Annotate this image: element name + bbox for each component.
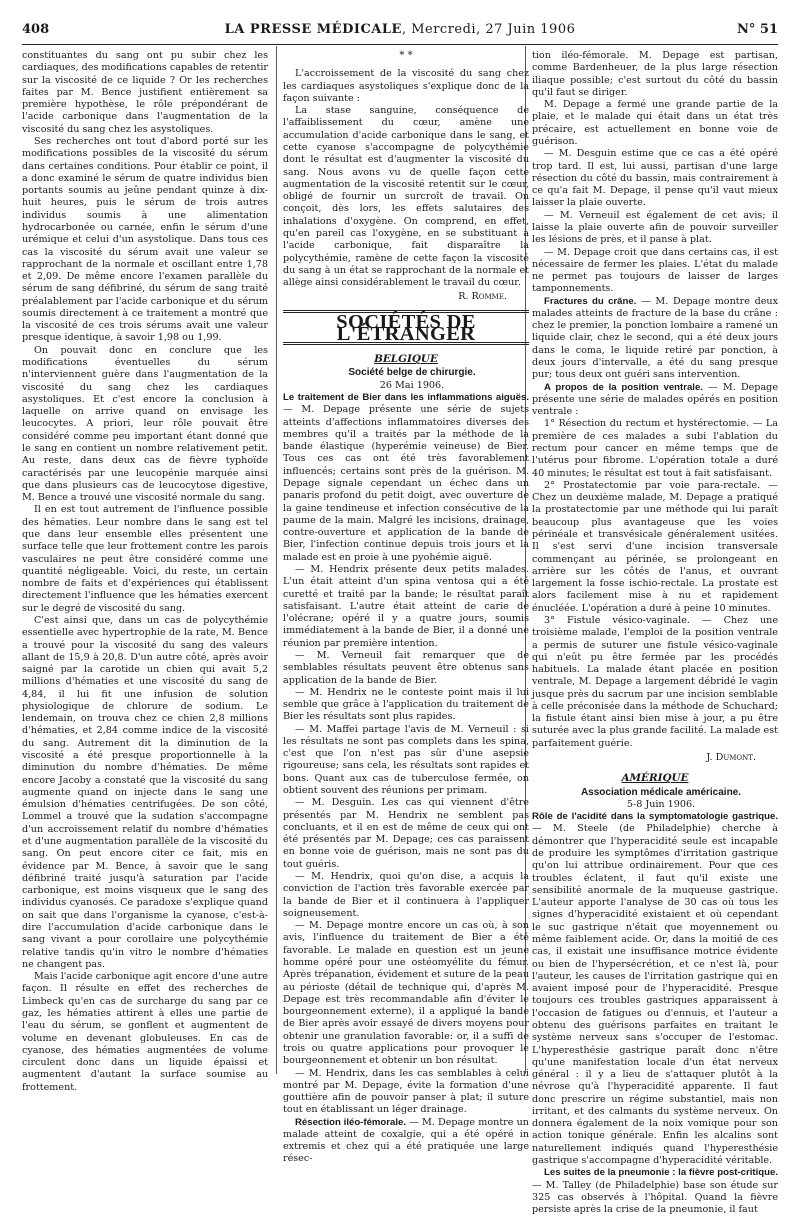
paragraph: Il en est tout autrement de l'influence possible des hématies. Leur nombre dans le sang est tel que dans leur ensemble elles présentent une surface telle que leur frottement contre les parois vasculaires ne peut être considéré comme une quantité négligeable. Voici, du reste, un certain nombre de faits et d'expériences qui établissent directement l'influence que les hématies exercent sur le degré de viscosité du sang. [22,504,268,614]
paragraph: — M. Hendrix, quoi qu'on dise, a acquis la conviction de l'action très favorable exercée par la bande de Bier et il continuera à l'appliquer soigneusement. [283,871,529,919]
paragraph: 2° Prostatectomie par voie para-rectale. — Chez un deuxième malade, M. Depage a pratiqué la prostatectomie par une méthode qui lui paraît beaucoup plus avantageuse que les voies périnéale et transvésicale généralement usitées. Il s'est servi d'une incision transversale commençant au périnée, se prolongeant en arrière sur les côtés de l'anus, et ouvrant largement la fosse ischio-rectale. La prostate est alors facilement mise à nu et rapidement énucléée. L'opération a duré à peine 10 minutes. [532,479,778,614]
author-signature: J. Dumont. [706,752,756,764]
paragraph: C'est ainsi que, dans un cas de polycythémie essentielle avec hypertrophie de la rate, M. Bence a trouvé pour la viscosité du sang des valeurs allant de 15,9 à 20,8. D'un autre côté, après avoir saigné par la carotide un chien qui avait 5,2 millions d'hématies et une viscosité du sang de 4,84, il lui fit une infusion de solution physiologique de chlorure de sodium. Le lendemain, on trouva chez ce chien 2,8 millions d'hématies, et 2,84 comme indice de la viscosité du sang. Autrement dit la diminution de la viscosité a été presque proportionnelle à la diminution du nombre d'hématies. De même encore Jacoby a constaté que la viscosité du sang augmente quand on injecte dans le sang une émulsion d'hématies centrifugées. De son côté, Lommel a trouvé que la sudation s'accompagne d'un accroissement relatif du nombre d'hématies et d'une augmentation parallèle de la viscosité du sang. On peut encore citer ce fait, mis en évidence par M. Bence, à savoir que le sang défibriné traité jusqu'à saturation par l'acide carbonique, est moins visqueux que le sang des individus cyanosés. Ce paradoxe s'explique quand on sait que dans l'organisme la cyanose, c'est-à-dire l'accumulation d'acide carbonique dans le sang vivant a pour corollaire une polycythémie relative tandis qu'in vitro le nombre d'hématies ne changent pas. [22,614,268,970]
country-heading: AMÉRIQUE [621,772,689,785]
paragraph: — M. Hendrix ne le conteste point mais il lui semble que grâce à l'application du traitement de Bier les résultats sont plus rapides. [283,686,529,723]
item-text: — M. Depage montre deux malades atteints de fracture de la base du crâne : chez le premier, la ponction lombaire a ramené un liquide clair, chez le second, qui a été deux jours dans le coma, le liquide retiré par ponction, à deux jours d'intervalle, a été du sang presque pur; tous deux ont guéri sans intervention. [532,295,778,381]
paragraph: On pouvait donc en conclure que les modifications éventuelles du sérum n'interviennent guère dans l'augmentation de la viscosité du sang chez les cardiaques asystoliques. Et c'est encore la conclusion à laquelle on arrive quand on envisage les leucocytes. A priori, leur rôle pouvait être considéré comme peu important étant donné que le sang en contient un nombre relativement petit. Au reste, dans deux cas de fièvre typhoïde caractérisés par une leucopénie marquée ainsi que dans plusieurs cas de leucocytose digestive, M. Bence a trouvé une viscosité normale du sang. [22,344,268,504]
item-text: — M. Steele (de Philadelphie) cherche à démontrer que l'hyperacidité seule est incapable de produire les symptômes d'irritation gastrique qu'on lui attribue ordinairement. Pour que ces troubles éclatent, il faut qu'il existe une sensibilité anormale de la muqueuse gastrique. L'auteur apporte l'analyse de 30 cas où tous les signes d'hyperacidité existaient et où cependant le suc gastrique n'était que moyennement ou même faiblement acide. Or, dans la moitié de ces cas, il existait une insuffisance motrice évidente ou bien de l'hypersécrétion, et ce n'est là, pour l'auteur, les causes de l'irritation gastrique qui en avaient imposé pour de l'hyperacidité. Presque toujours ces troubles gastriques apparaissent à l'occasion de fatigues ou d'ennuis, et l'auteur a obtenu des guérisons parfaites en traitant le système nerveux sans s'occuper de l'estomac. L'hyperesthésie gastrique paraît donc n'être qu'une manifestation locale d'un état nerveux général : il y a lieu de s'attaquer plutôt à la névrose qu'à l'hyperacidité apparente. Il faut donc prescrire un régime substantiel, mais non irritant, et des calmants du système nerveux. On donnera également de la noix vomique pour son action tonique générale. Enfin les alcalins sont naturellement indiqués quand l'hyperesthésie gastrique s'accompagne d'hyperacidité véritable. [532,823,778,1167]
paragraph: — M. Depage croit que dans certains cas, il est nécessaire de fermer les plaies. L'état du malade ne permet pas toujours de laisser de larges tamponnements. [532,246,778,295]
column-3 [532,50,778,1216]
society-name: Association médicale américaine. [580,786,742,798]
paragraph: Mais l'acide carbonique agit encore d'une autre façon. Il résulte en effet des recherches de Limbeck qu'en cas de surcharge du sang par ce gaz, les hématies attirent à elles une partie de l'eau du sérum, se gonflent et augmentent de volume en devenant globuleuses. En cas de cyanose, des hématies augmentées de volume circulent donc dans un liquide épaissi et augmentent d'autant la surface soumise au frottement. [22,971,268,1093]
paragraph [283,392,529,564]
paragraph: — M. Desguin estime que ce cas a été opéré trop tard. Il est, lui aussi, partisan d'une large résection du côté du bassin, mais contrairement à ce qu'a fait M. Depage, il pense qu'il vaut mieux laisser la plaie ouverte. [532,148,778,209]
paragraph [532,811,778,1167]
paragraph: constituantes du sang ont pu subir chez les cardiaques, des modifications capables de retentir sur la viscosité de ce liquide ? Or les recherches faites par M. Bence justifient entièrement sa première hypothèse, le rôle prépondérant de l'acide carbonique dans l'augmentation de la viscosité du sang chez les asystoliques. [22,50,269,135]
journal-name: LA PRESSE MÉDICALE [224,22,402,37]
paragraph: 1° Résection du rectum et hystérectomie. — La première de ces malades a subi l'ablation du rectum pour cancer en même temps que de l'utérus pour fibrome. L'opération totale a duré 40 minutes; le résultat est tout à fait satisfaisant. [532,418,778,479]
item-text: — M. Talley (de Philadelphie) base son étude sur 325 cas observés à l'hôpital. Quand la fièvre persiste après la crise de la pneumonie, il faut [532,1179,778,1216]
issue-date: , Mercredi, 27 Juin 1906 [401,22,576,37]
paragraph: M. Depage a fermé une grande partie de la plaie, et le malade qui était dans un état très précaire, est actuellement en bonne voie de guérison. [532,99,778,147]
item-heading: Le traitement de Bier dans les inflammations aiguës. [283,392,529,404]
item-text: — M. Depage présente une série de malades opérés en position ventrale : [532,381,778,418]
section-title: SOCIÉTÉS DE L'ÉTRANGER [283,310,529,346]
item-heading: Les suites de la pneumonie : la fièvre post-critique. [544,1167,778,1179]
page-number: 408 [22,22,50,37]
paragraph: — M. Depage montre encore un cas où, à son avis, l'influence du traitement de Bier a été favorable. Le malade en question est un jeune homme opéré pour une ostéomyélite du fémur. Après trépanation, évidement et suture de la peau au périoste (détail de technique qui, d'après M. Depage est très recommandable afin d'éviter le bourgeonnement externe), il a appliqué la bande de Bier après avoir essayé de divers moyens pour obtenir une granulation favorable: or, il a suffi de trois ou quatre applications pour provoquer le bourgeonnement et obtenir un bon résultat. [283,920,529,1067]
paragraph: L'accroissement de la viscosité du sang chez les cardiaques asystoliques s'explique donc de la façon suivante : [283,68,529,104]
journal-title [22,22,778,37]
section-separator: * * [399,50,413,61]
column-2 [283,50,529,1165]
paragraph: Ses recherches ont tout d'abord porté sur les modifications possibles de la viscosité du sérum dans certaines conditions. Pour établir ce point, il a donc examiné le sérum de quatre individus bien portants soumis au jeûne pendant quinze à dix-huit heures, puis le sérum de trois autres individus soumis à une alimentation hydrocarbonée ou carnée, enfin le sérum d'une urémique et celui d'un asystolique. Dans tous ces cas la viscosité du sérum avait une valeur se rapprochant de la normale et oscillant entre 1,78 et 2,09. De même encore l'examen parallèle du sérum de sang défibriné, du sérum de sang traité préalablement par l'acide carbonique et du sérum soumis directement à ce traitement a montré que la viscosité de ces trois sérums avait une valeur presque identique, à savoir 1,98 ou 1,99. [22,135,268,344]
paragraph: — M. Maffei partage l'avis de M. Verneuil : si les résultats ne sont pas complets dans les spina, c'est que l'on n'est pas sûr d'une asepsie rigoureuse; sans cela, les résultats sont rapides et bons. Quant aux cas de tuberculose fermée, on obtient souvent des réunions per primam. [283,723,529,797]
item-heading: Fractures du crâne. [544,295,637,307]
paragraph: — M. Desguin. Les cas qui viennent d'être présentés par M. Hendrix ne semblent pas concluants, et il en est de même de ceux qui ont été présentés par M. Depage; ces cas paraissent en bonne voie de guérison, mais ne sont pas du tout guéris. [283,797,529,870]
paragraph [532,382,778,419]
society-name: Société belge de chirurgie. [348,367,476,379]
meeting-date: 5-8 Juin 1906. [626,798,696,810]
paragraph: — M. Hendrix présente deux petits malades. L'un était atteint d'un spina ventosa qui a été curetté et traité par la bande; le résultat paraît satisfaisant. L'autre était atteint de carie de l'olécrane; opéré il y a quatre jours, soumis immédiatement à la bande de Bier, il a donné une réunion par première intention. [283,563,529,649]
paragraph: 3° Fistule vésico-vaginale. — Chez une troisième malade, l'emploi de la position ventrale a permis de suturer une fistule vésico-vaginale qui n'eût pu être fermée par les procédés habituels. La malade étant placée en position ventrale, M. Depage a largement débridé le vagin jusque près du sacrum par une incision semblable à celle préconisée dans la méthode de Schuchard; la fistule étant ainsi bien mise à jour, a pu être suturée avec la plus grande facilité. La malade est parfaitement guérie. [532,614,778,749]
paragraph [532,296,778,382]
author-signature: R. Romme. [458,291,507,303]
column-divider [276,46,277,1074]
paragraph [532,1167,778,1216]
column-1 [22,50,269,1093]
paragraph: — M. Verneuil est également de cet avis; il laisse la plaie ouverte afin de pouvoir surveiller les lésions de près, et il panse à plat. [532,209,778,246]
item-text: — M. Depage présente une série de sujets atteints d'affections inflammatoires diverses des membres qu'il a traités par la méthode de la bande élastique (hyperémie veineuse) de Bier. Tous ces cas ont été très favorablement influencés; certains sont près de la guérison. M. Depage signale cependant un échec dans un panaris profond du petit doigt, avec ouverture de la gaine tendineuse et infection consécutive de la paume de la main. Malgré les incisions, drainage, contre-ouverture et application de la bande de Bier, l'infection continue depuis trois jours et la malade est en proie à une pyohémie aiguë. [283,404,529,563]
paragraph: — M. Hendrix, dans les cas semblables à celui montré par M. Depage, évite la formation d'une gouttière afin de pouvoir panser à plat; il suture tout en établissant un léger drainage. [283,1067,529,1116]
page-header [22,22,778,46]
paragraph [283,1117,529,1166]
paragraph: tion iléo-fémorale. M. Depage est partisan, comme Bardenheuer, de la plus large résection iliaque possible; c'est surtout du côté du bassin qu'il faut se diriger. [532,50,778,98]
country-heading: BELGIQUE [374,353,438,366]
item-heading: Rôle de l'acidité dans la symptomatologie gastrique. [532,811,778,823]
paragraph: — M. Verneuil fait remarquer que de semblables résultats peuvent être obtenus sans application de la bande de Bier. [283,649,529,686]
item-text: — M. Depage montre un malade atteint de coxalgie, qui a été opéré in extremis et chez qui a été pratiquée une large résec- [283,1116,529,1165]
meeting-date: 26 Mai 1906. [379,379,445,391]
item-heading: Résection iléo-fémorale. [295,1116,407,1128]
item-heading: A propos de la position ventrale. [544,381,703,393]
header-rule [22,44,778,45]
issue-number: N° 51 [737,22,778,37]
paragraph: La stase sanguine, conséquence de l'affaiblissement du cœur, amène une accumulation d'acide carbonique dans le sang, et cette cyanose s'accompagne de polycythémie dont le résultat est d'augmenter la viscosité du sang. Nous avons vu de quelle façon cette augmentation de la viscosité retentit sur le cœur, obligé de fournir un surcroît de travail. On conçoit, dès lors, les effets salutaires des inhalations d'oxygène. On comprend, en effet, qu'en pareil cas l'oxygène, en se substituant à l'acide carbonique, fait disparaître la polycythémie, ramène de cette façon la viscosité du sang à un état se rapprochant de la normale et allège ainsi considérablement le travail du cœur. [283,105,529,289]
